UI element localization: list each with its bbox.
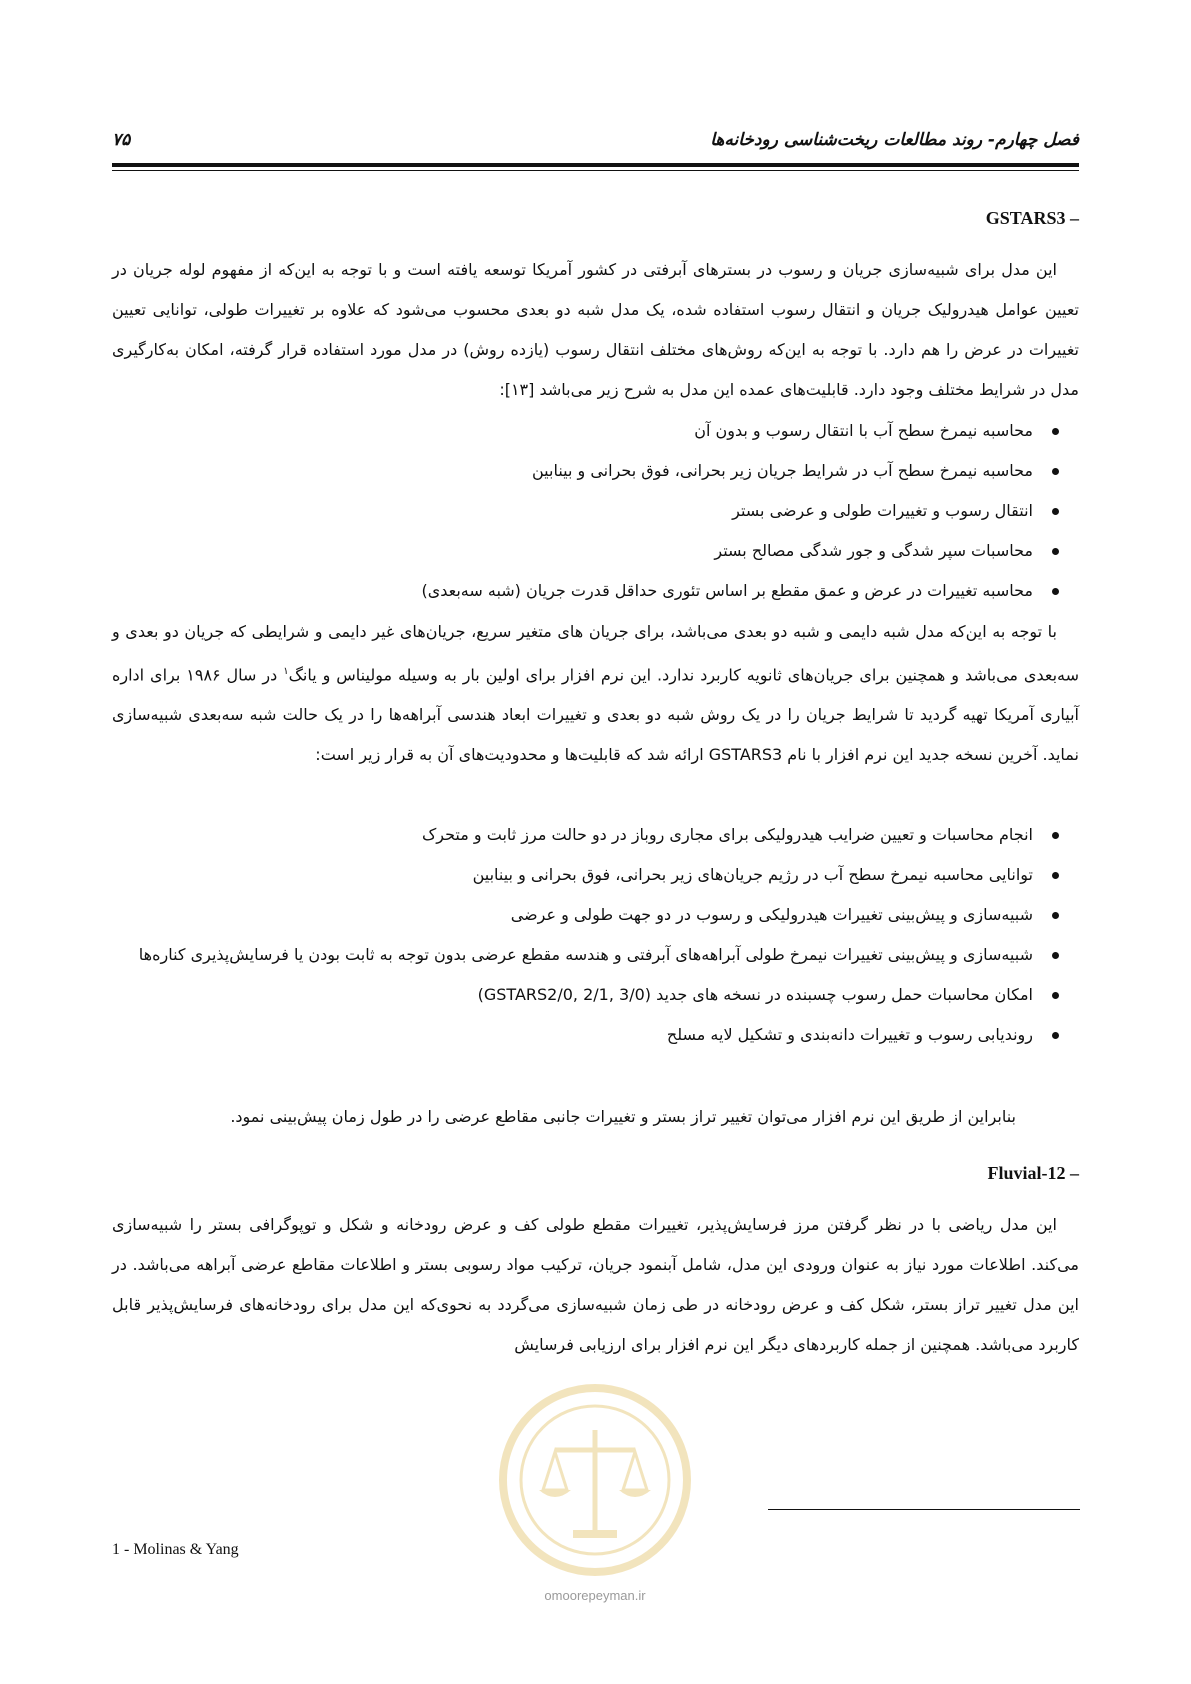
page-number: ۷۵ bbox=[112, 130, 131, 150]
paragraph-gstars3-intro: این مدل برای شبیه‌سازی جریان و رسوب در بسترهای آبرفتی در کشور آمریکا توسعه یافته است و با توجه به این‌که از مفهوم لوله جریان در تعیین عوامل هیدرولیک جریان و انتقال رسوب استفاده شده، یک مدل شبه دو بعدی محسوب می‌شود که علاوه بر تغییرات طولی، توانایی تعیین تغییرات در عرض را هم دارد. با توجه به این‌که روش‌های مختلف انتقال رسوب (یازده روش) در مدل مورد استفاده قرار گرفته، امکان به‌کارگیری مدل در شرایط مختلف وجود دارد. قابلیت‌های عمده این مدل به شرح زیر می‌باشد [۱۳]: bbox=[112, 260, 1079, 399]
list-item: شبیه‌سازی و پیش‌بینی تغییرات هیدرولیکی و رسوب در دو جهت طولی و عرضی bbox=[112, 895, 1059, 935]
watermark-text: omoorepeyman.ir bbox=[544, 1588, 646, 1603]
list-item: انجام محاسبات و تعیین ضرایب هیدرولیکی برای مجاری روباز در دو حالت مرز ثابت و متحرک bbox=[112, 815, 1059, 855]
paragraph-fluvial12-intro: این مدل ریاضی با در نظر گرفتن مرز فرسایش‌پذیر، تغییرات مقطع طولی کف و عرض رودخانه و شکل و توپوگرافی بستر را شبیه‌سازی می‌کند. اطلاعات مورد نیاز به عنوان ورودی این مدل، شامل آبنمود جریان، ترکیب مواد رسوبی بستر و اطلاعات مقاطع عرضی آبراهه می‌باشد. در این مدل تغییر تراز بستر، شکل کف و عرض رودخانه در طی زمان شبیه‌سازی می‌گردد به نحوی‌که این مدل برای رودخانه‌های فرسایش‌پذیر قابل کاربرد می‌باشد. همچنین از جمله کاربردهای دیگر این نرم افزار برای ارزیابی فرسایش bbox=[112, 1215, 1079, 1354]
capabilities-list-1 bbox=[112, 411, 1059, 611]
section-heading-fluvial12: Fluvial-12 – bbox=[987, 1163, 1079, 1183]
footnote-reference: ۱ bbox=[283, 666, 289, 677]
running-header bbox=[112, 124, 1079, 158]
list-item: روندیابی رسوب و تغییرات دانه‌بندی و تشکیل لایه مسلح bbox=[112, 1015, 1059, 1055]
header-rule-thin bbox=[112, 170, 1079, 171]
list-item: محاسبه نیمرخ سطح آب در شرایط جریان زیر بحرانی، فوق بحرانی و بینابین bbox=[112, 451, 1059, 491]
list-item: محاسبه نیمرخ سطح آب با انتقال رسوب و بدون آن bbox=[112, 411, 1059, 451]
list-item: توانایی محاسبه نیمرخ سطح آب در رژیم جریان‌های زیر بحرانی، فوق بحرانی و بینابین bbox=[112, 855, 1059, 895]
paragraph-gstars3-history bbox=[112, 612, 1079, 775]
paragraph-part-a: با توجه به این‌که مدل شبه دایمی و شبه دو بعدی می‌باشد، برای جریان های متغیر سریع، جریان‌های غیر دایمی و شرایطی که جریان دو بعدی و سه‌بعدی می‌باشد و همچنین برای جریان‌های ثانویه کاربرد ندارد. این نرم افزار برای اولین بار به وسیله مولیناس و یانگ bbox=[112, 622, 1080, 685]
running-title: فصل چهارم- روند مطالعات ریخت‌شناسی رودخانه‌ها bbox=[710, 130, 1079, 150]
list-item: محاسبات سپر شدگی و جور شدگی مصالح بستر bbox=[112, 531, 1059, 571]
list-item: امکان محاسبات حمل رسوب چسبنده در نسخه های جدید (GSTARS2/0, 2/1, 3/0) bbox=[112, 975, 1059, 1015]
list-item: شبیه‌سازی و پیش‌بینی تغییرات نیمرخ طولی آبراهه‌های آبرفتی و هندسه مقطع عرضی بدون توجه به ثابت بودن یا فرسایش‌پذیری کناره‌ها bbox=[112, 935, 1059, 975]
header-rule-thick bbox=[112, 163, 1079, 167]
paragraph-gstars3-conclusion: بنابراین از طریق این نرم افزار می‌توان تغییر تراز بستر و تغییرات جانبی مقاطع عرضی را در طول زمان پیش‌بینی نمود. bbox=[230, 1107, 1016, 1126]
scales-of-justice-seal-icon bbox=[495, 1380, 695, 1580]
footnote: 1 - Molinas & Yang bbox=[112, 1541, 239, 1558]
list-item: انتقال رسوب و تغییرات طولی و عرضی بستر bbox=[112, 491, 1059, 531]
footnote-separator bbox=[768, 1509, 1080, 1510]
paragraph-part-b: در سال ۱۹۸۶ برای اداره آبیاری آمریکا تهیه گردید تا شرایط جریان را در یک روش شبه دو بعدی و تغییرات ابعاد هندسی آبراهه‌ها را در یک حالت شبه سه‌بعدی شبیه‌سازی نماید. آخرین نسخه جدید این نرم افزار با نام GSTARS3 ارائه شد که قابلیت‌ها و محدودیت‌های آن به قرار زیر است: bbox=[112, 665, 1079, 765]
capabilities-list-2 bbox=[112, 815, 1059, 1055]
list-item: محاسبه تغییرات در عرض و عمق مقطع بر اساس تئوری حداقل قدرت جریان (شبه سه‌بعدی) bbox=[112, 571, 1059, 611]
section-heading-gstars3: GSTARS3 – bbox=[985, 208, 1079, 228]
